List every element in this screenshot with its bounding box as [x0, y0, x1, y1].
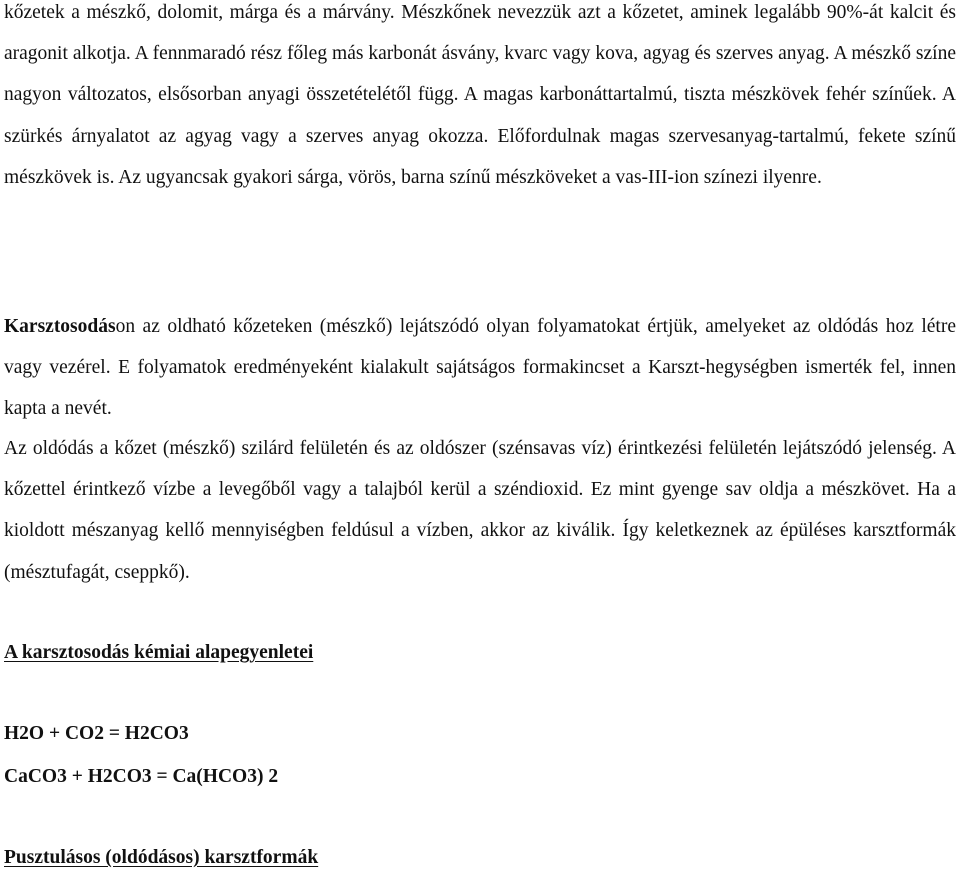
- heading-pusztulasos-karsztformak: Pusztulásos (oldódásos) karsztformák: [4, 847, 319, 868]
- equation-calcium-bicarbonate: CaCO3 + H2CO3 = Ca(HCO3) 2: [4, 766, 279, 787]
- paragraph-karstification-text: on az oldható kőzeteken (mészkő) lejátszódó olyan folyamatokat értjük, amelyeket az oldódás hoz létre vagy vezérel. E folyamatok eredményeként kialakult sajátságos formakincset a Karszt-hegységben ismerték fel, innen kapta a nevét.: [4, 316, 956, 420]
- paragraph-limestone: kőzetek a mészkő, dolomit, márga és a márvány. Mészkőnek nevezzük azt a kőzetet, aminek legalább 90%-át kalcit és aragonit alkotja. A fennmaradó rész főleg más karbonát ásvány, kvarc vagy kova, agyag és szerves anyag. A mészkő színe nagyon változatos, elsősorban anyagi összetételétől függ. A magas karbonáttartalmú, tiszta mészkövek fehér színűek. A szürkés árnyalatot az agyag vagy a szerves anyag okozza. Előfordulnak magas szervesanyag-tartalmú, fekete színű mészkövek is. Az ugyancsak gyakori sárga, vörös, barna színű mészköveket a vas-III-ion színezi ilyenre.: [4, 2, 956, 188]
- paragraph-dissolution: Az oldódás a kőzet (mészkő) szilárd felületén és az oldószer (szénsavas víz) érintkezési felületén lejátszódó jelenség. A kőzettel érintkező vízbe a levegőből vagy a talajból kerül a széndioxid. Ez mint gyenge sav oldja a mészkövet. Ha a kioldott mészanyag kellő mennyiségben feldúsul a vízben, akkor az kiválik. Így keletkeznek az épüléses karsztformák (mésztufagát, cseppkő).: [4, 438, 956, 583]
- paragraph-karstification: [4, 306, 956, 430]
- equation-carbonic-acid: H2O + CO2 = H2CO3: [4, 723, 189, 744]
- term-karsztosodas: Karsztosodás: [4, 316, 116, 337]
- heading-chemical-equations: A karsztosodás kémiai alapegyenletei: [4, 642, 314, 663]
